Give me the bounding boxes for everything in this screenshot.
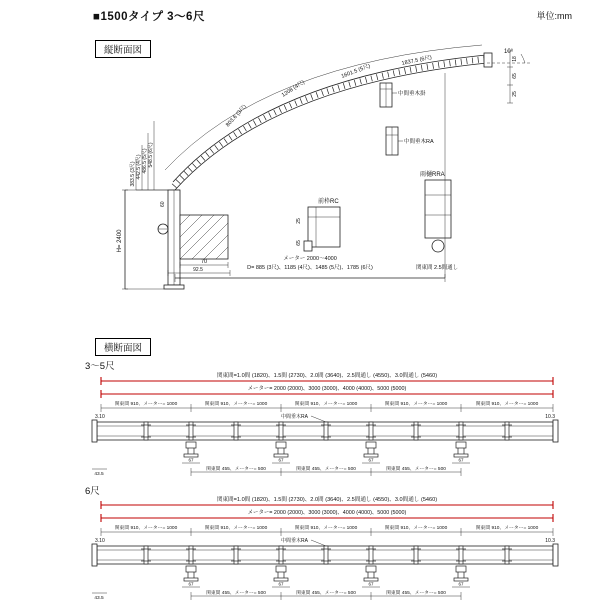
bottom-segment-dimensions bbox=[191, 589, 461, 600]
slope-dim-3shaku: 803.6 (3尺) bbox=[225, 103, 248, 129]
rise-dim-5shaku: 486.5 (5尺) bbox=[142, 148, 148, 174]
seg-dim-3: 関東間 910、メーター= 1000 bbox=[294, 402, 358, 407]
rise-dim-4shaku: 442.5 (4尺) bbox=[136, 154, 142, 180]
span-kanto-text: 関東間=1.0間 (1820)、1.5間 (2730)、2.0間 (3640)、2.5間通し (4550)、3.0間通し (5460) bbox=[216, 497, 438, 503]
mid-rafter-label: 中間垂木RA bbox=[281, 538, 308, 544]
bottom-seg-2: 関東間 455、メーター= 500 bbox=[296, 591, 356, 596]
dim-25: 25 bbox=[512, 91, 518, 97]
mid-rafter-label: 中間垂木RA bbox=[404, 139, 434, 145]
dim-435-group bbox=[92, 469, 107, 477]
cross-section-sub-6: 6尺 bbox=[85, 486, 100, 497]
bracket-details bbox=[184, 566, 468, 581]
page-title: ■1500タイプ 3〜6尺 bbox=[93, 11, 205, 23]
segment-dimensions bbox=[101, 524, 553, 536]
meter-range-text: メーター 2000〜4000 bbox=[283, 256, 337, 262]
mid-rafter-hanger-detail bbox=[380, 83, 426, 107]
dim-70-group bbox=[180, 259, 228, 268]
dim-67-1: 67 bbox=[188, 581, 194, 587]
dim-67-2: 67 bbox=[278, 457, 284, 463]
dim-435: 43.5 bbox=[94, 472, 104, 477]
dim-60: 60 bbox=[160, 201, 166, 207]
front-frame-label: 前枠RC bbox=[318, 199, 339, 205]
dim-67-1: 67 bbox=[188, 457, 194, 463]
slope-dimensions bbox=[165, 45, 482, 170]
segment-dimensions bbox=[101, 400, 553, 412]
mid-rafter-hanger-label: 中間垂木掛 bbox=[398, 91, 426, 97]
bottom-seg-3: 関東間 455、メーター= 500 bbox=[386, 591, 446, 596]
span-kanto-text: 関東間=1.0間 (1820)、1.5間 (2730)、2.0間 (3640)、2.5間通し (4550)、3.0間通し (5460) bbox=[216, 373, 438, 379]
seg-dim-2: 関東間 910、メーター= 1000 bbox=[204, 526, 268, 531]
bottom-seg-1: 関東間 455、メーター= 500 bbox=[206, 467, 266, 472]
dim-67-2: 67 bbox=[278, 581, 284, 587]
mid-rafter-callout bbox=[281, 413, 326, 422]
beam-end-cap bbox=[484, 53, 492, 67]
dim-67-group bbox=[182, 582, 470, 588]
dim-435-group bbox=[92, 593, 107, 600]
dim-925: 92.5 bbox=[193, 267, 203, 273]
dim-65: 65 bbox=[512, 73, 518, 79]
edge-dim-right: 10.3 bbox=[545, 414, 555, 420]
span-meter-text: メーター= 2000 (2000)、3000 (3000)、4000 (4000)、5000 (5000) bbox=[247, 510, 407, 516]
dim-67-4: 67 bbox=[458, 457, 464, 463]
span-dimension-kanto bbox=[101, 371, 553, 385]
rise-dim-3shaku: 383.5 (3尺) bbox=[130, 161, 136, 187]
bottom-seg-2: 関東間 455、メーター= 500 bbox=[296, 467, 356, 472]
vertical-section-drawing bbox=[80, 45, 570, 340]
depth-dim-text: D= 885 (3尺)、1185 (4尺)、1485 (5尺)、1785 (6尺) bbox=[247, 265, 373, 271]
seg-dim-2: 関東間 910、メーター= 1000 bbox=[204, 402, 268, 407]
unit-note: 単位:mm bbox=[536, 11, 572, 21]
right-edge-dimensions bbox=[507, 51, 518, 103]
bracket-details bbox=[184, 442, 468, 457]
span-dimension-meter bbox=[101, 508, 553, 522]
angle-dimension: 10° bbox=[504, 49, 514, 55]
dim-67-3: 67 bbox=[368, 581, 374, 587]
bottom-seg-1: 関東間 455、メーター= 500 bbox=[206, 591, 266, 596]
seg-dim-1: 関東間 910、メーター= 1000 bbox=[114, 526, 178, 531]
kanto-span-note: 関東間 2.5間通し bbox=[416, 265, 459, 271]
bottom-seg-3: 関東間 455、メーター= 500 bbox=[386, 467, 446, 472]
span-dimension-kanto bbox=[101, 495, 553, 509]
span-meter-text: メーター= 2000 (2000)、3000 (3000)、4000 (4000)、5000 (5000) bbox=[247, 386, 407, 392]
seg-dim-4: 関東間 910、メーター= 1000 bbox=[384, 402, 448, 407]
dim-25-front: 25 bbox=[296, 218, 302, 224]
cross-section-label: 横断面図 bbox=[95, 338, 151, 356]
gutter-detail bbox=[416, 170, 458, 271]
front-frame-detail bbox=[296, 197, 340, 251]
seg-dim-4: 関東間 910、メーター= 1000 bbox=[384, 526, 448, 531]
rise-dim-6shaku: 548.5 (6尺) bbox=[148, 142, 154, 168]
seg-dim-1: 関東間 910、メーター= 1000 bbox=[114, 402, 178, 407]
seg-dim-5: 関東間 910、メーター= 1000 bbox=[475, 526, 539, 531]
edge-dim-left: 3.10 bbox=[95, 538, 105, 544]
dim-67-3: 67 bbox=[368, 457, 374, 463]
dim-67-4: 67 bbox=[458, 581, 464, 587]
cross-section-drawing-6 bbox=[85, 492, 565, 600]
seg-dim-5: 関東間 910、メーター= 1000 bbox=[475, 402, 539, 407]
mid-rafter-detail bbox=[386, 127, 434, 155]
dim-65-front: 65 bbox=[296, 240, 302, 246]
slope-dim-4shaku: 1208 (4尺) bbox=[280, 79, 306, 99]
edge-dim-left: 3.10 bbox=[95, 414, 105, 420]
mid-rafter-callout bbox=[281, 537, 326, 546]
dim-70: 70 bbox=[200, 259, 208, 265]
mid-rafter-label: 中間垂木RA bbox=[281, 414, 308, 420]
span-dimension-meter bbox=[101, 384, 553, 398]
cross-section-sub-3-5: 3〜5尺 bbox=[85, 361, 115, 372]
roof-beam bbox=[173, 53, 492, 190]
seg-dim-3: 関東間 910、メーター= 1000 bbox=[294, 526, 358, 531]
slope-dim-6shaku: 1837.5 (6尺) bbox=[401, 54, 433, 67]
bottom-segment-dimensions bbox=[191, 465, 461, 476]
dim-67-group bbox=[182, 458, 470, 464]
dim-18: 18 bbox=[512, 56, 518, 62]
edge-dim-right: 10.3 bbox=[545, 538, 555, 544]
vertical-section-label: 縦断面図 bbox=[95, 40, 151, 58]
dim-435: 43.5 bbox=[94, 596, 104, 600]
gutter-label: 雨樋RRA bbox=[420, 172, 445, 178]
height-dim-text: H= 2400 bbox=[117, 229, 123, 253]
slope-dim-5shaku: 1601.5 (5尺) bbox=[340, 63, 372, 80]
cross-section-drawing-3-5 bbox=[85, 368, 565, 476]
